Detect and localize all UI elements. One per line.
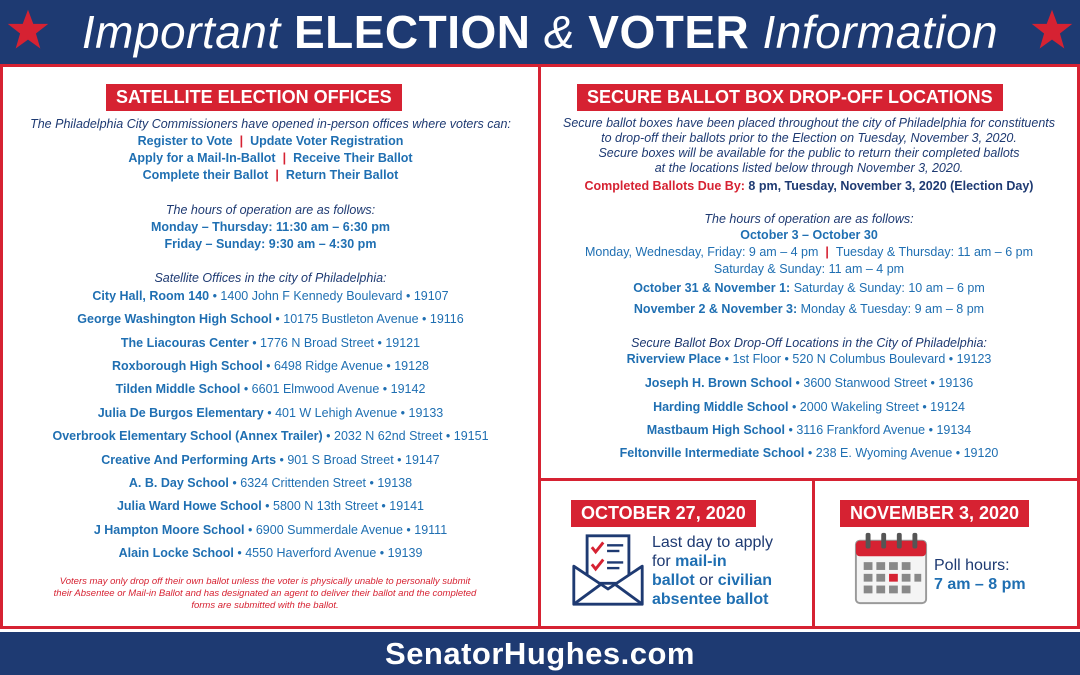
star-icon [6, 8, 50, 52]
dropoff-intro-line: Secure boxes will be available for the public to return their completed ballots [598, 146, 1020, 160]
hours-intro: The hours of operation are as follows: [165, 203, 376, 217]
period-1-weekend: Saturday & Sunday: 11 am – 4 pm [713, 262, 905, 276]
offices-intro: Satellite Offices in the city of Philadelphia: [154, 271, 387, 285]
period-1-hours: Monday, Wednesday, Friday: 9 am – 4 pm | Tuesday & Thursday: 11 am – 6 pm [584, 245, 1034, 259]
star-icon [1030, 8, 1074, 52]
office-entry: J Hampton Moore School • 6900 Summerdale Avenue • 19111 [93, 523, 448, 537]
office-entry: City Hall, Room 140 • 1400 John F Kennedy Boulevard • 19107 [92, 289, 449, 303]
hours-line: Monday – Thursday: 11:30 am – 6:30 pm [151, 220, 390, 234]
dropoff-hours-intro: The hours of operation are as follows: [704, 212, 914, 226]
office-entry: Julia Ward Howe School • 5800 N 13th Street • 19141 [116, 499, 425, 513]
dropoff-location: Feltonville Intermediate School • 238 E. Wyoming Avenue • 19120 [619, 446, 999, 460]
office-entry: Alain Locke School • 4550 Haverford Avenue • 19139 [118, 546, 423, 560]
november-date-badge: NOVEMBER 3, 2020 [840, 500, 1029, 527]
action-row: Register to Vote | Update Voter Registration [137, 134, 404, 148]
period-1-title: October 3 – October 30 [740, 228, 878, 242]
office-entry: The Liacouras Center • 1776 N Broad Street • 19121 [120, 336, 421, 350]
office-entry: Overbrook Elementary School (Annex Trailer) • 2032 N 62nd Street • 19151 [52, 429, 489, 443]
mail-ballot-icon [570, 530, 646, 610]
dropoff-location: Harding Middle School • 2000 Wakeling Street • 19124 [653, 400, 965, 414]
dropoff-location: Riverview Place • 1st Floor • 520 N Columbus Boulevard • 19123 [626, 352, 992, 366]
ballots-due: Completed Ballots Due By: 8 pm, Tuesday, November 3, 2020 (Election Day) [584, 179, 1034, 193]
action-row: Apply for a Mail-In-Ballot | Receive Their Ballot [128, 151, 413, 165]
period-3: November 2 & November 3: Monday & Tuesday: 9 am – 8 pm [633, 302, 985, 316]
calendar-icon [852, 528, 930, 608]
satellite-offices-title: SATELLITE ELECTION OFFICES [106, 84, 402, 111]
header-banner [0, 0, 1080, 64]
dropoff-intro-line: to drop-off their ballots prior to the Election on Tuesday, November 3, 2020. [601, 131, 1017, 145]
office-entry: George Washington High School • 10175 Bustleton Avenue • 19116 [77, 312, 464, 326]
poll-hours-text: Poll hours: 7 am – 8 pm [934, 557, 1026, 593]
dropoff-location: Mastbaum High School • 3116 Frankford Avenue • 19134 [646, 423, 972, 437]
page-title: Important ELECTION & VOTER Information [81, 6, 999, 58]
footer-banner [0, 632, 1080, 675]
october-date-badge: OCTOBER 27, 2020 [571, 500, 756, 527]
dropoff-intro-line: at the locations listed below through November 3, 2020. [654, 161, 964, 175]
dropoff-title: SECURE BALLOT BOX DROP-OFF LOCATIONS [577, 84, 1003, 111]
october-deadline-text: Last day to apply for mail-in ballot or civilian absentee ballot [652, 534, 773, 608]
office-entry: A. B. Day School • 6324 Crittenden Street • 19138 [128, 476, 413, 490]
dropoff-location: Joseph H. Brown School • 3600 Stanwood Street • 19136 [644, 376, 974, 390]
dropoff-intro-line: Secure ballot boxes have been placed throughout the city of Philadelphia for constituents [563, 116, 1055, 130]
row-divider [538, 478, 1080, 481]
hours-line: Friday – Sunday: 9:30 am – 4:30 pm [164, 237, 377, 251]
disclaimer: Voters may only drop off their own ballot unless the voter is physically unable to personally submit their Absentee or Mail-in Ballot and has designated an agent to deliver their ballot and the completed forms are submitted with the ballot. [53, 576, 477, 611]
office-entry: Roxborough High School • 6498 Ridge Avenue • 19128 [112, 359, 429, 373]
dropoff-locations-intro: Secure Ballot Box Drop-Off Locations in the City of Philadelphia: [631, 336, 987, 350]
office-entry: Creative And Performing Arts • 901 S Broad Street • 19147 [101, 453, 440, 467]
office-entry: Tilden Middle School • 6601 Elmwood Avenue • 19142 [115, 382, 426, 396]
box-divider [812, 478, 815, 629]
action-row: Complete their Ballot | Return Their Ballot [142, 168, 399, 182]
website-link[interactable]: SenatorHughes.com [385, 635, 695, 671]
period-2: October 31 & November 1: Saturday & Sunday: 10 am – 6 pm [633, 281, 985, 295]
satellite-intro: The Philadelphia City Commissioners have opened in-person offices where voters can: [30, 117, 511, 131]
office-entry: Julia De Burgos Elementary • 401 W Lehigh Avenue • 19133 [97, 406, 444, 420]
